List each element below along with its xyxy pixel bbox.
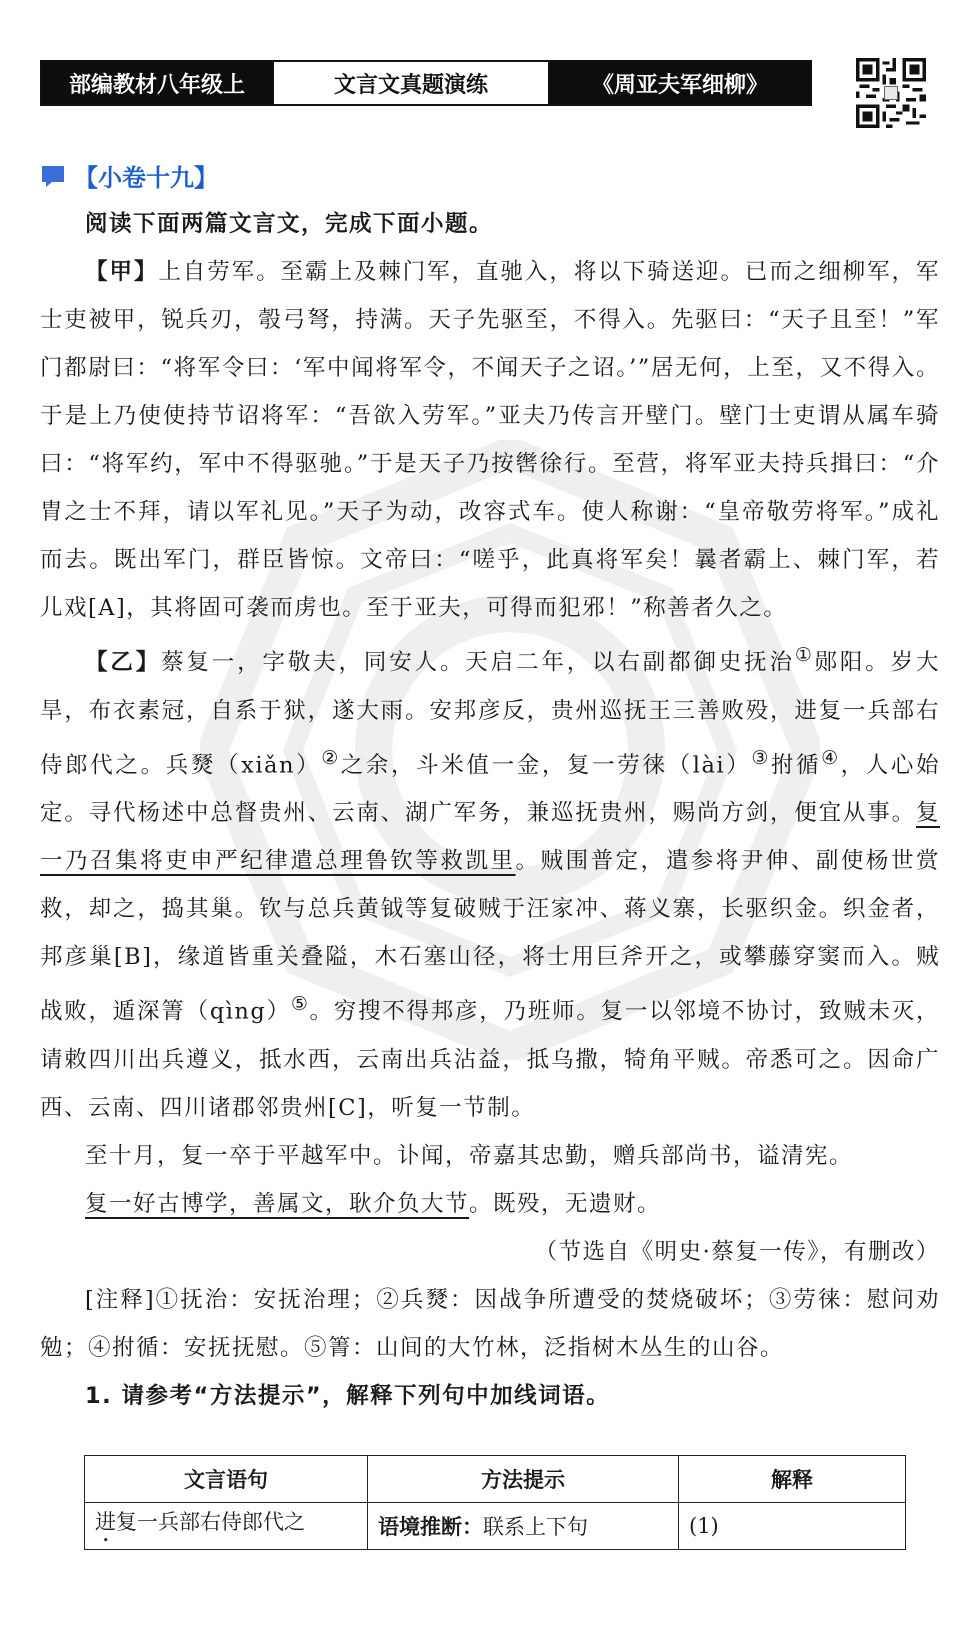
passage-yi-text: 。贼围普定，遣参将尹伸、副使杨世赏救，却之，捣其巢。钦与总兵黄钺等复破贼于汪家冲、蒋义寨，长驱织金。织金者，邦彦巢[B]，缘道皆重关叠隘，木石塞山径，将士用巨斧开之，或攀藤穿窦而入。贼战败，遁深箐（qìng） (40, 848, 940, 1025)
passage-yi-p3 (40, 1180, 940, 1228)
passage-jia-text: 上自劳军。至霸上及棘门军，直驰入，将以下骑送迎。已而之细柳军，军士吏被甲，锐兵刃，彀弓弩，持满。天子先驱至，不得入。先驱曰：“天子且至！”军门都尉曰：“将军令曰：‘军中闻将军令，不闻天子之诏。’”居无何，上至，又不得入。于是上乃使使持节诏将军：“吾欲入劳军。”亚夫乃传言开壁门。壁门士吏谓从属车骑曰：“将军约，军中不得驱驰。”于是天子乃按辔徐行。至营，将军亚夫持兵揖曰：“介胄之士不拜，请以军礼见。”天子为动，改容式车。使人称谢：“皇帝敬劳将军。”成礼而去。既出军门，群臣皆惊。文帝曰：“嗟乎，此真将军矣！曩者霸上、棘门军，若儿戏[A]，其将固可袭而虏也。至于亚夫，可得而犯邪！”称善者久之。 (40, 259, 940, 621)
passage-yi-text: 蔡复一，字敬夫，同安人。天启二年，以右副都御史抚治 (161, 649, 795, 676)
section-title: 【小卷十九】 (74, 164, 218, 192)
passage-yi-text: 。既殁，无遗财。 (469, 1190, 662, 1217)
question-table (84, 1455, 906, 1550)
hint-label: 语境推断： (378, 1515, 483, 1539)
passage-yi-text: 。穷搜不得邦彦，乃班师。复一以邻境不协讨，致贼未灭，请敕四川出兵遵义，抵水西，云南出兵沾益，抵乌撒，犄角平贼。帝悉可之。因命广西、云南、四川诸郡邻贵州[C]，听复一节制。 (40, 998, 940, 1121)
passage-yi-text: 之余，斗米值一金，复一劳徕（lài） (340, 752, 752, 778)
hint-text: 联系上下句 (483, 1515, 588, 1539)
question-1: 1. 请参考“方法提示”，解释下列句中加线词语。 (85, 1382, 611, 1409)
marked-word: 进 (95, 1509, 116, 1534)
header-topic: 文言文真题演练 (272, 62, 550, 104)
passage-yi-text: ，人心始定。寻代杨述中总督贵州、云南、湖广军务，兼巡抚贵州，赐尚方剑，便宜从事。 (40, 752, 941, 826)
column-header: 解释 (679, 1456, 906, 1503)
header-grade: 部编教材八年级上 (42, 62, 272, 104)
source-citation: （节选自《明史·蔡复一传》，有删改） (534, 1238, 940, 1265)
table-row (85, 1503, 906, 1550)
footnote-ref: ③ (751, 747, 771, 769)
footnote-ref: ⑤ (290, 994, 310, 1015)
passage-yi-text: 郧阳。岁大旱，布衣素冠，自系于狱，遂大雨。安邦彦反，贵州巡抚王三善败殁，进复一兵部右侍郎代之。兵燹（xiǎn） (40, 649, 940, 778)
passage-yi (40, 632, 940, 1132)
sentence-cell (85, 1503, 368, 1550)
table-header-row (85, 1456, 906, 1503)
answer-cell[interactable]: (1) (679, 1503, 906, 1550)
underlined-sentence: 复一乃召集将吏申严纪律遣总理鲁钦等救凯里 (40, 800, 940, 874)
footnote-ref: ① (794, 645, 815, 666)
passage-jia (40, 248, 940, 632)
footnote-ref: ② (321, 747, 341, 769)
reading-passage (40, 200, 940, 1420)
header-bar (40, 60, 812, 106)
annotation-notes: [注释]①抚治：安抚治理；②兵燹：因战争所遭受的焚烧破坏；③劳徕：慰问劝勉；④拊循：安抚抚慰。⑤箐：山间的大竹林，泛指树木丛生的山谷。 (40, 1286, 940, 1361)
sentence-text: 复一兵部右侍郎代之 (116, 1509, 305, 1534)
passage-jia-tag: 【甲】 (85, 259, 159, 285)
footnote-ref: ④ (821, 747, 841, 769)
instruction-text: 阅读下面两篇文言文，完成下面小题。 (85, 211, 494, 237)
header-lesson: 《周亚夫军细柳》 (550, 62, 810, 104)
qr-code-icon (856, 58, 926, 128)
passage-yi-text: 拊循 (770, 752, 822, 778)
column-header: 文言语句 (85, 1456, 368, 1503)
underlined-sentence: 复一好古博学，善属文，耿介负大节 (85, 1190, 470, 1217)
passage-yi-tag: 【乙】 (85, 649, 162, 676)
column-header: 方法提示 (368, 1456, 679, 1503)
passage-yi-p2: 至十月，复一卒于平越军中。讣闻，帝嘉其忠勤，赠兵部尚书，谥清宪。 (85, 1142, 854, 1169)
section-title-row (40, 158, 218, 193)
bookmark-icon (40, 164, 66, 188)
hint-cell (368, 1503, 679, 1550)
